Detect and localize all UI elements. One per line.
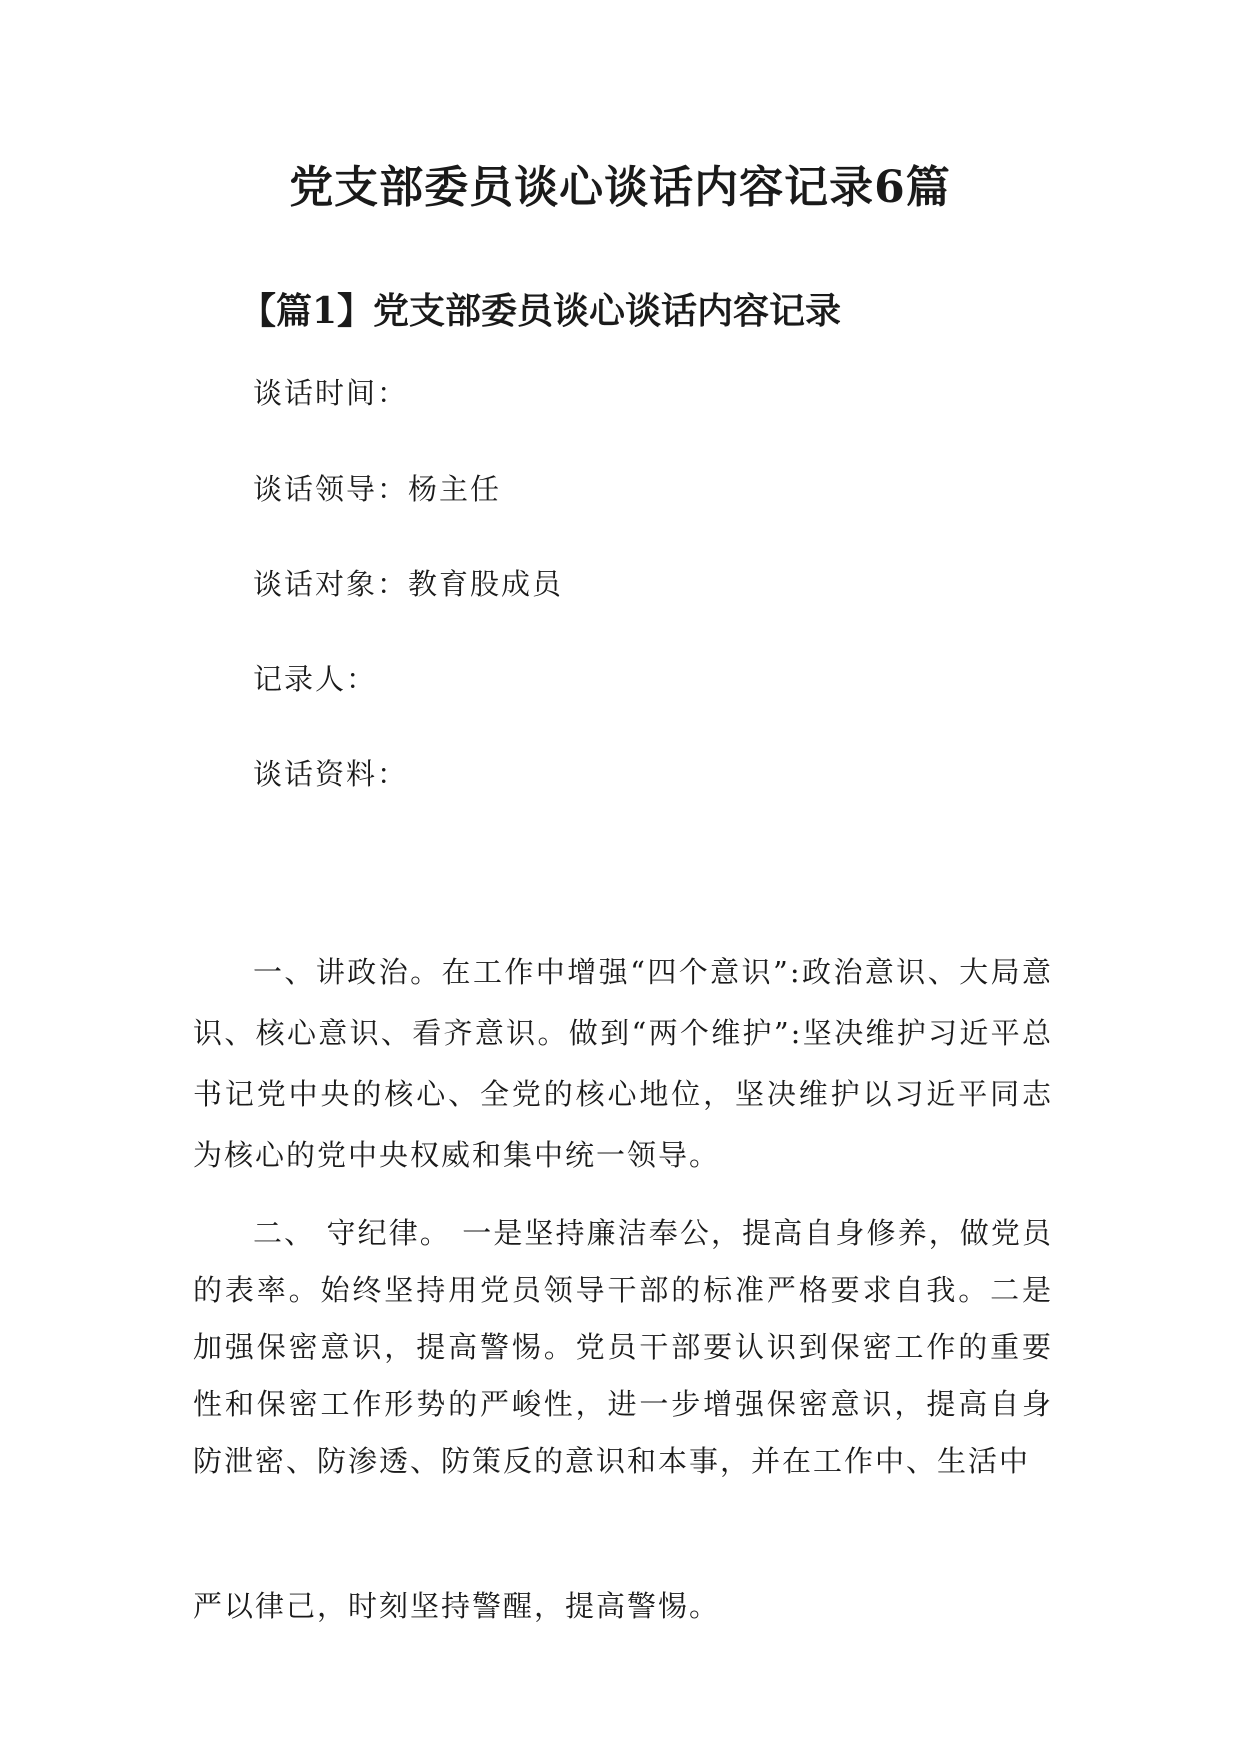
meta-talk-time: 谈话时间： [253,376,409,410]
meta-recorder: 记录人： [253,662,378,696]
paragraph-politics: 一、讲政治。在工作中增强“四个意识”:政治意识、大局意识、核心意识、看齐意识。做到“两个维护”:坚决维护习近平总书记党中央的核心、全党的核心地位，坚决维护以习近平同志为核心的党中央权威和集中统一领导。 [193,955,1053,1172]
meta-talk-leader: 谈话领导：杨主任 [253,472,502,506]
section-heading: 【篇1】党支部委员谈心谈话内容记录 [240,290,842,332]
paragraph-discipline-continued: 严以律己，时刻坚持警醒，提高警惕。 [193,1589,721,1623]
meta-talk-materials: 谈话资料： [253,757,409,791]
document-title: 党支部委员谈心谈话内容记录6篇 [289,162,951,213]
meta-talk-target: 谈话对象：教育股成员 [253,567,564,601]
paragraph-discipline: 二、 守纪律。 一是坚持廉洁奉公，提高自身修养，做党员 的表率。始终坚持用党员领导干部的标准严格要求自我。二是 加强保密意识，提高警惕。党员干部要认识到保密工作的重要 性和保密工作形势的严峻性，进一步增强保密意识，提高自身 防泄密、防渗透、防策反的意识和本事，并在工作中、生活中 [193,1216,1053,1478]
